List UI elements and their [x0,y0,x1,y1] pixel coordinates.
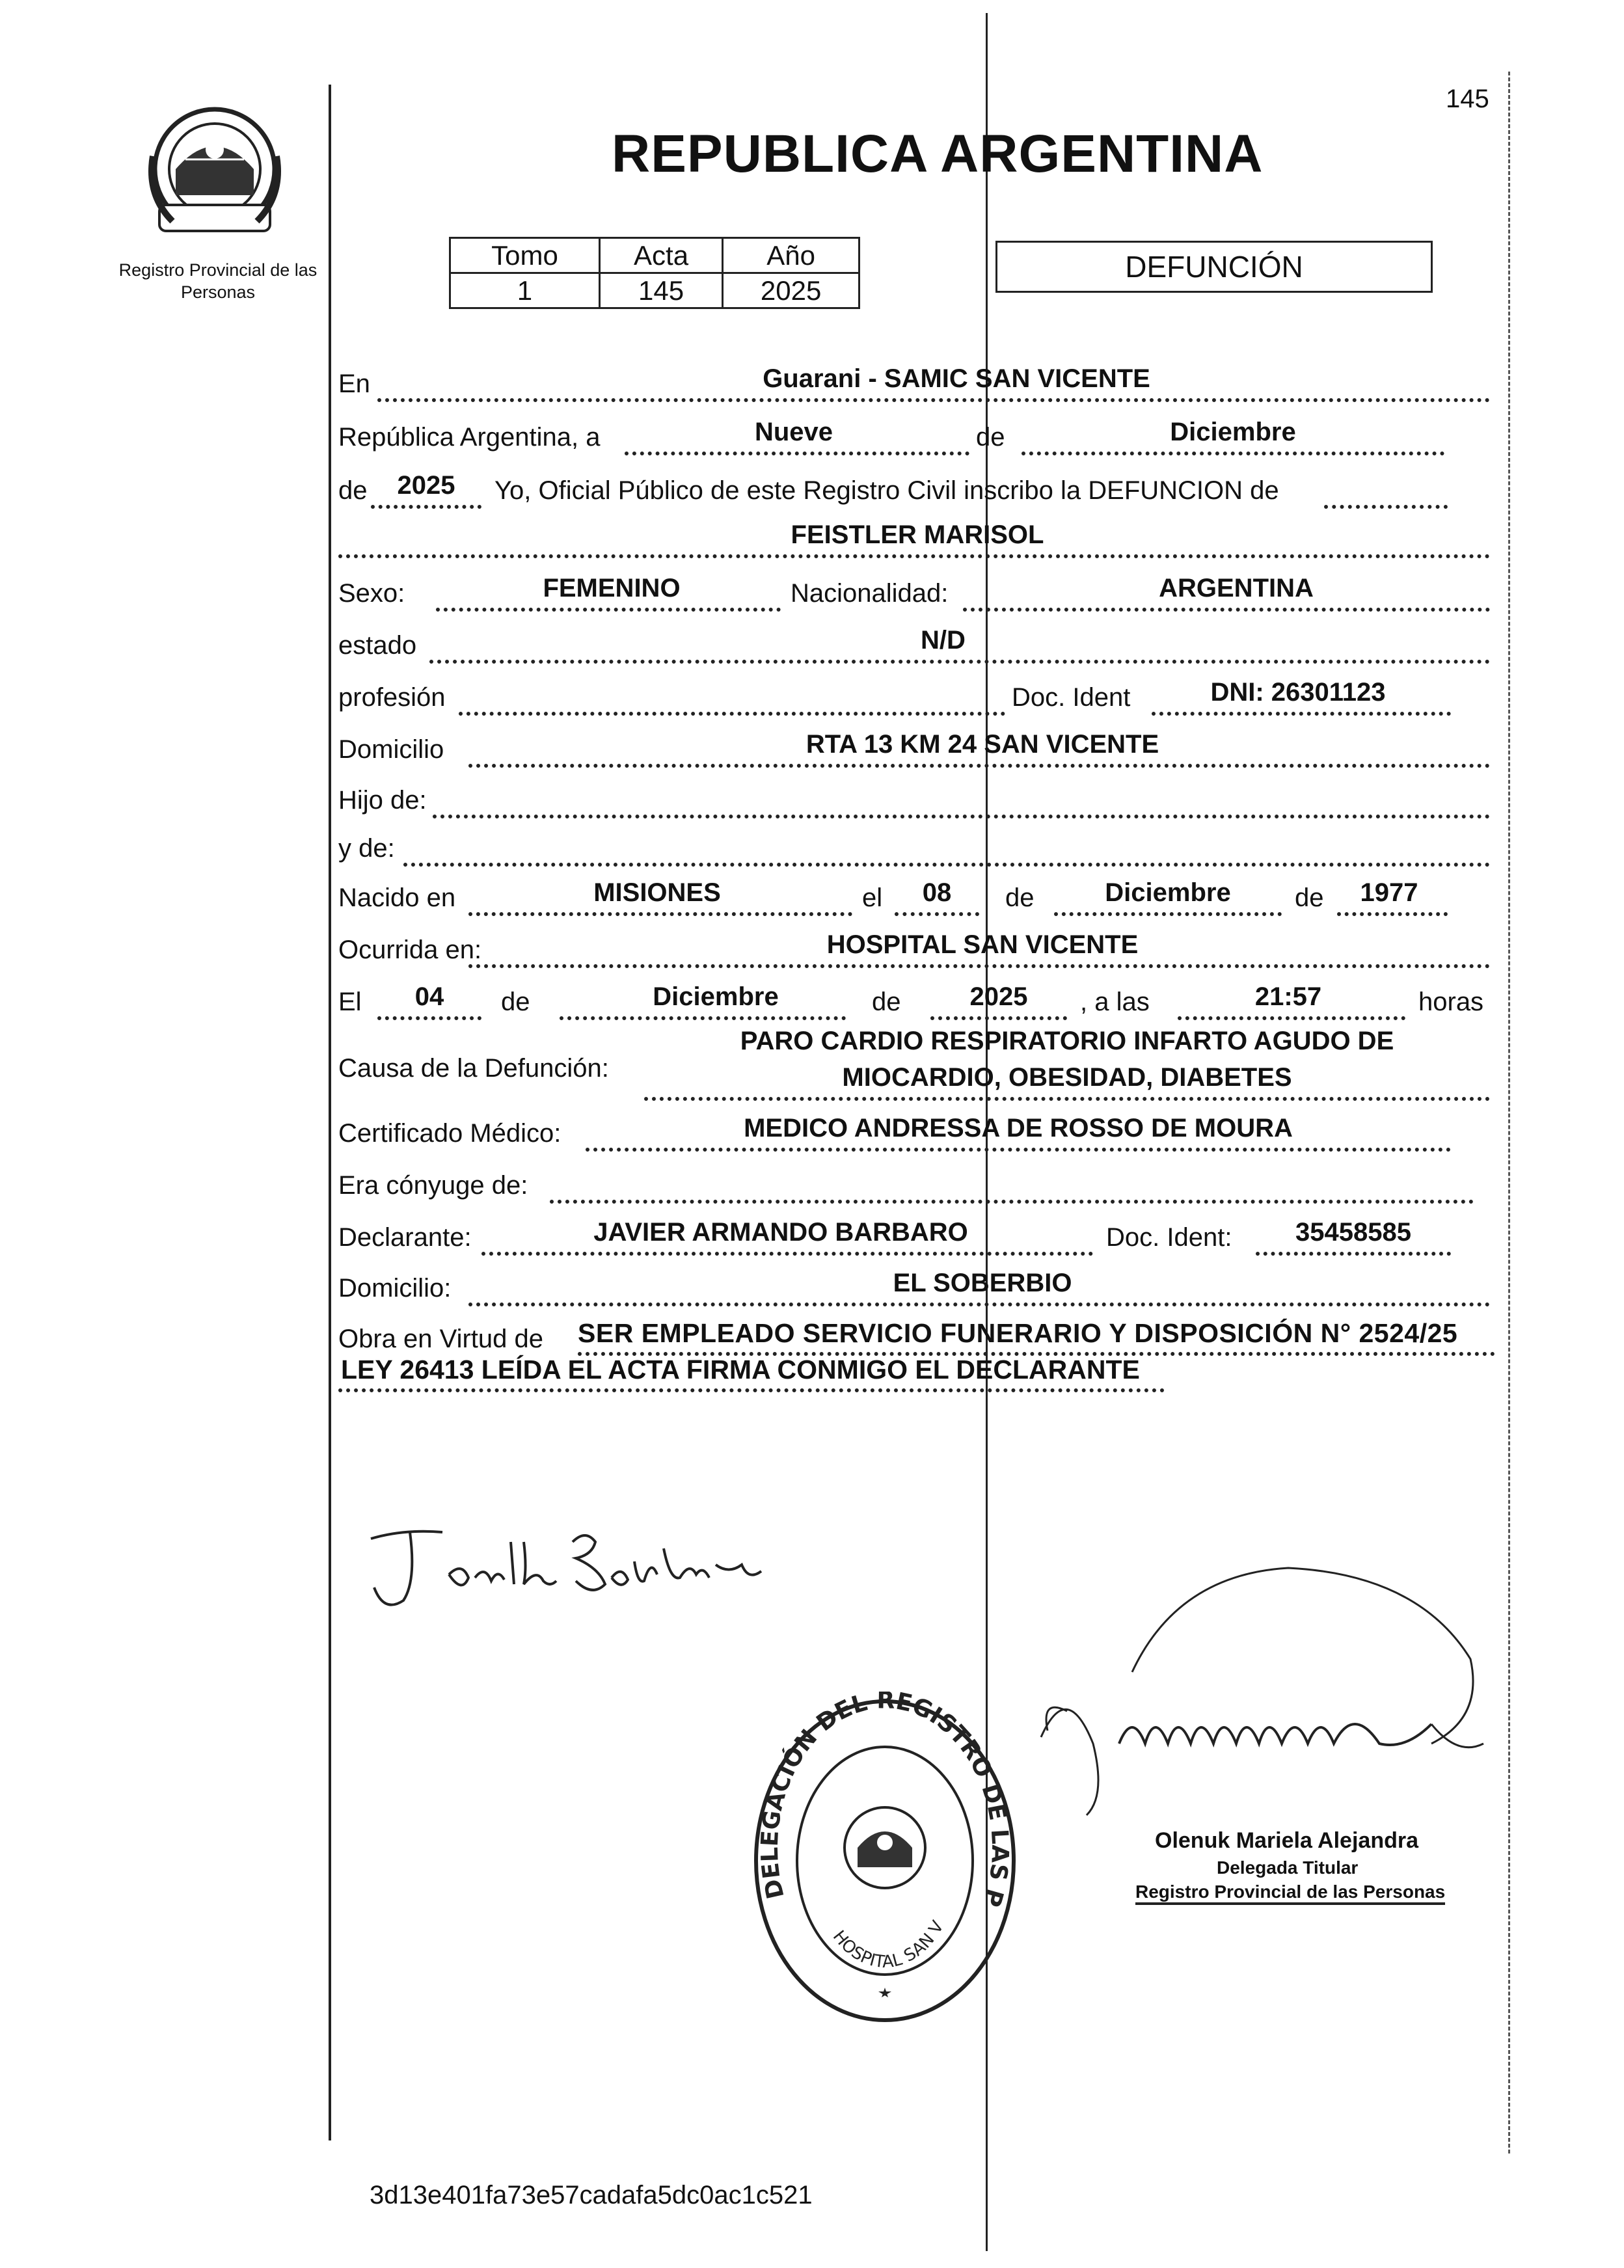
record-header-acta: Acta [599,238,722,273]
death-year-underline [930,1016,1067,1020]
hijo-label: Hijo de: [338,786,427,815]
birth-month-underline [1054,912,1282,916]
decl-doc-value: 35458585 [1295,1218,1411,1247]
ocurrida-value: HOSPITAL SAN VICENTE [826,930,1139,959]
yde-underline [403,863,1490,867]
alas-label: , a las [1080,988,1150,1016]
death-time-underline [1178,1016,1405,1020]
yo-underline [1324,505,1448,509]
death-day: 04 [414,982,444,1011]
doc-label: Doc. Ident [1012,683,1131,712]
page-number: 145 [1446,85,1489,113]
decl-doc-underline [1256,1252,1451,1256]
nacido-underline [468,912,852,916]
estado-underline [429,660,1490,664]
doc-type: DEFUNCIÓN [1125,250,1303,284]
conyuge-underline [550,1200,1474,1204]
birth-day: 08 [922,878,952,907]
month-underline [1022,452,1444,455]
en-underline [377,398,1490,402]
record-header-anio: Año [723,238,859,273]
decl-domicilio-value: EL SOBERBIO [893,1269,1072,1297]
el-label: el [862,884,883,912]
obra-value: SER EMPLEADO SERVICIO FUNERARIO Y DISPOSICIÓN N° 2524/25 [578,1318,1458,1348]
province-logo [146,98,283,247]
domicilio-label: Domicilio [338,735,444,764]
birth-month: Diciembre [1105,878,1231,907]
nacido-value: MISIONES [593,878,721,907]
causa-line1: PARO CARDIO RESPIRATORIO INFARTO AGUDO DE [740,1027,1394,1055]
left-margin-rule [329,85,331,2140]
causa-line2: MIOCARDIO, OBESIDAD, DIABETES [842,1063,1292,1092]
doc-value: DNI: 26301123 [1210,678,1386,707]
record-header-tomo: Tomo [450,238,600,273]
obra-line2: LEY 26413 LEÍDA EL ACTA FIRMA CONMIGO EL DECLARANTE [341,1355,1140,1384]
death-de2-label: de [872,988,901,1016]
decl-doc-label: Doc. Ident: [1106,1223,1232,1252]
causa-label: Causa de la Defunción: [338,1054,609,1083]
year-prefix-label: de [338,476,368,505]
birth-year-underline [1337,912,1448,916]
certificado-value: MEDICO ANDRESSA DE ROSSO DE MOURA [744,1114,1293,1142]
day-value: Nueve [754,418,833,446]
declarante-underline [481,1252,1093,1256]
doc-type-box [995,241,1433,293]
record-table [449,237,860,309]
record-value-tomo: 1 [450,273,600,308]
estado-label: estado [338,631,417,660]
death-month: Diciembre [653,982,779,1011]
domicilio-underline [468,764,1490,768]
causa-underline [644,1097,1490,1101]
sexo-underline [436,608,781,612]
el2-label: El [338,988,362,1016]
yde-label: y de: [338,834,395,863]
country-title: REPUBLICA ARGENTINA [612,124,1264,183]
horas-label: horas [1418,988,1484,1016]
registry-name: Registro Provincial de las Personas [118,260,318,302]
official-seal [748,1692,1022,2030]
svg-text:DELEGACIÓN DEL REGISTRO DE LAS [748,1692,1013,1910]
record-value-anio: 2025 [723,273,859,308]
death-day-underline [377,1016,481,1020]
certificado-label: Certificado Médico: [338,1119,562,1148]
nacionalidad-value: ARGENTINA [1159,574,1314,602]
official-title: Delegada Titular [1217,1857,1359,1878]
birth-day-underline [895,912,979,916]
hijo-underline [433,815,1490,818]
record-value-row [450,273,859,308]
death-year: 2025 [969,982,1028,1011]
declarante-value: JAVIER ARMANDO BARBARO [593,1218,968,1247]
death-month-underline [560,1016,846,1020]
obra-line2-underline [338,1388,1165,1392]
domicilio-value: RTA 13 KM 24 SAN VICENTE [805,730,1159,759]
ocurrida-underline [468,964,1490,968]
decl-domicilio-label: Domicilio: [338,1274,452,1303]
profesion-label: profesión [338,683,446,712]
certificado-underline [586,1148,1451,1152]
birth-year: 1977 [1360,878,1418,907]
republica-label: República Argentina, a [338,423,601,452]
sexo-value: FEMENINO [543,574,681,602]
declarant-signature [364,1503,787,1633]
death-time: 21:57 [1254,982,1322,1011]
record-value-acta: 145 [599,273,722,308]
record-header-row [450,238,859,273]
conyuge-label: Era cónyuge de: [338,1171,528,1200]
nacionalidad-label: Nacionalidad: [791,579,949,608]
en-value: Guarani - SAMIC SAN VICENTE [763,364,1150,393]
doc-underline [1152,712,1451,716]
decl-domicilio-underline [468,1303,1490,1306]
estado-value: N/D [921,626,966,655]
en-label: En [338,370,370,398]
birth-de2-label: de [1295,884,1324,912]
yo-text: Yo, Oficial Público de este Registro Civil inscribo la DEFUNCION de [494,476,1279,505]
sexo-label: Sexo: [338,579,405,608]
official-name: Olenuk Mariela Alejandra [1155,1828,1418,1853]
official-org: Registro Provincial de las Personas [1135,1882,1445,1905]
name-underline [338,554,1490,558]
nacionalidad-underline [963,608,1490,612]
document-hash: 3d13e401fa73e57cadafa5dc0ac1c521 [370,2181,813,2209]
obra-label: Obra en Virtud de [338,1325,544,1353]
de-label: de [976,423,1005,452]
declarante-label: Declarante: [338,1223,472,1252]
year-value: 2025 [397,471,455,500]
deceased-name: FEISTLER MARISOL [791,520,1044,549]
month-value: Diciembre [1170,418,1296,446]
year-underline [371,505,481,509]
ocurrida-label: Ocurrida en: [338,936,482,964]
nacido-label: Nacido en [338,884,456,912]
day-underline [625,452,969,455]
seal-outer-text: DELEGACIÓN DEL REGISTRO DE LAS P [756,1692,1014,1910]
death-de1-label: de [501,988,530,1016]
profesion-underline [459,712,1005,716]
birth-de1-label: de [1005,884,1035,912]
seal-inner-text: HOSPITAL SAN V [828,1917,948,1973]
